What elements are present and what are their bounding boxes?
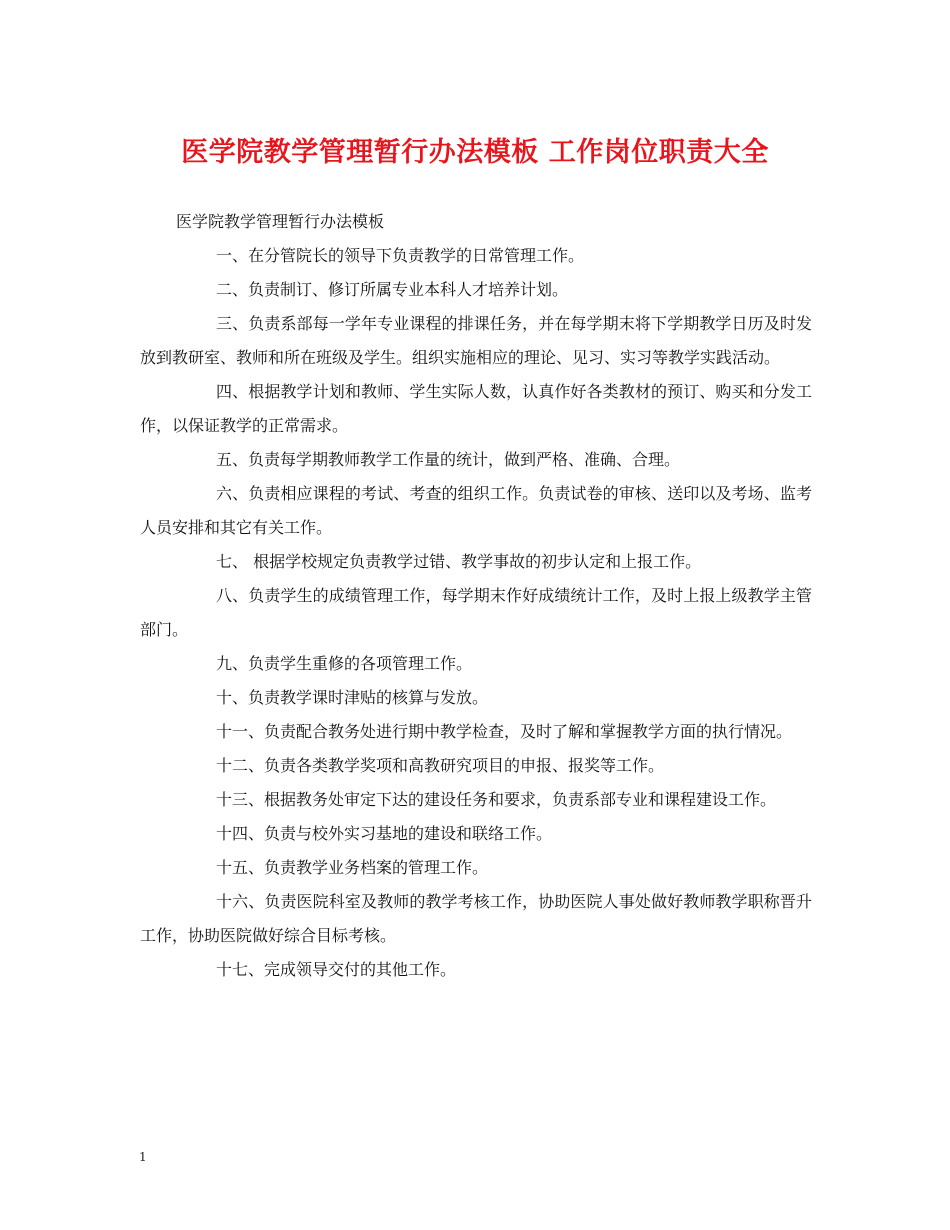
- paragraph-4: 四、根据教学计划和教师、学生实际人数，认真作好各类教材的预订、购买和分发工作，以保证教学的正常需求。: [140, 382, 812, 435]
- paragraph-14: 十四、负责与校外实习基地的建设和联络工作。: [216, 824, 553, 843]
- paragraph-2: 二、负责制订、修订所属专业本科人才培养计划。: [216, 280, 569, 299]
- document-subtitle: 医学院教学管理暂行办法模板: [176, 212, 385, 231]
- paragraph-10: 十、负责教学课时津贴的核算与发放。: [216, 688, 489, 707]
- paragraph-15: 十五、负责教学业务档案的管理工作。: [216, 858, 489, 877]
- paragraph-9: 九、负责学生重修的各项管理工作。: [216, 654, 473, 673]
- paragraph-8: 八、负责学生的成绩管理工作，每学期末作好成绩统计工作，及时上报上级教学主管部门。: [140, 586, 812, 639]
- paragraph-11: 十一、负责配合教务处进行期中教学检查，及时了解和掌握教学方面的执行情况。: [216, 722, 793, 741]
- paragraph-12: 十二、负责各类教学奖项和高教研究项目的申报、报奖等工作。: [216, 756, 665, 775]
- paragraph-13: 十三、根据教务处审定下达的建设任务和要求，负责系部专业和课程建设工作。: [216, 790, 777, 809]
- paragraph-16: 十六、负责医院科室及教师的教学考核工作，协助医院人事处做好教师教学职称晋升工作，协助医院做好综合目标考核。: [140, 892, 812, 945]
- paragraph-7: 七、 根据学校规定负责教学过错、教学事故的初步认定和上报工作。: [216, 552, 702, 571]
- paragraph-1: 一、在分管院长的领导下负责教学的日常管理工作。: [216, 246, 585, 265]
- document-body: [140, 205, 812, 987]
- paragraph-3: 三、负责系部每一学年专业课程的排课任务，并在每学期末将下学期教学日历及时发放到教研室、教师和所在班级及学生。组织实施相应的理论、见习、实习等教学实践活动。: [140, 314, 812, 367]
- paragraph-5: 五、负责每学期教师教学工作量的统计，做到严格、准确、合理。: [216, 450, 681, 469]
- document-title: 医学院教学管理暂行办法模板 工作岗位职责大全: [181, 137, 769, 168]
- page-number: 1: [139, 1150, 147, 1164]
- paragraph-6: 六、负责相应课程的考试、考查的组织工作。负责试卷的审核、送印以及考场、监考人员安排和其它有关工作。: [140, 484, 812, 537]
- paragraph-17: 十七、完成领导交付的其他工作。: [216, 960, 457, 979]
